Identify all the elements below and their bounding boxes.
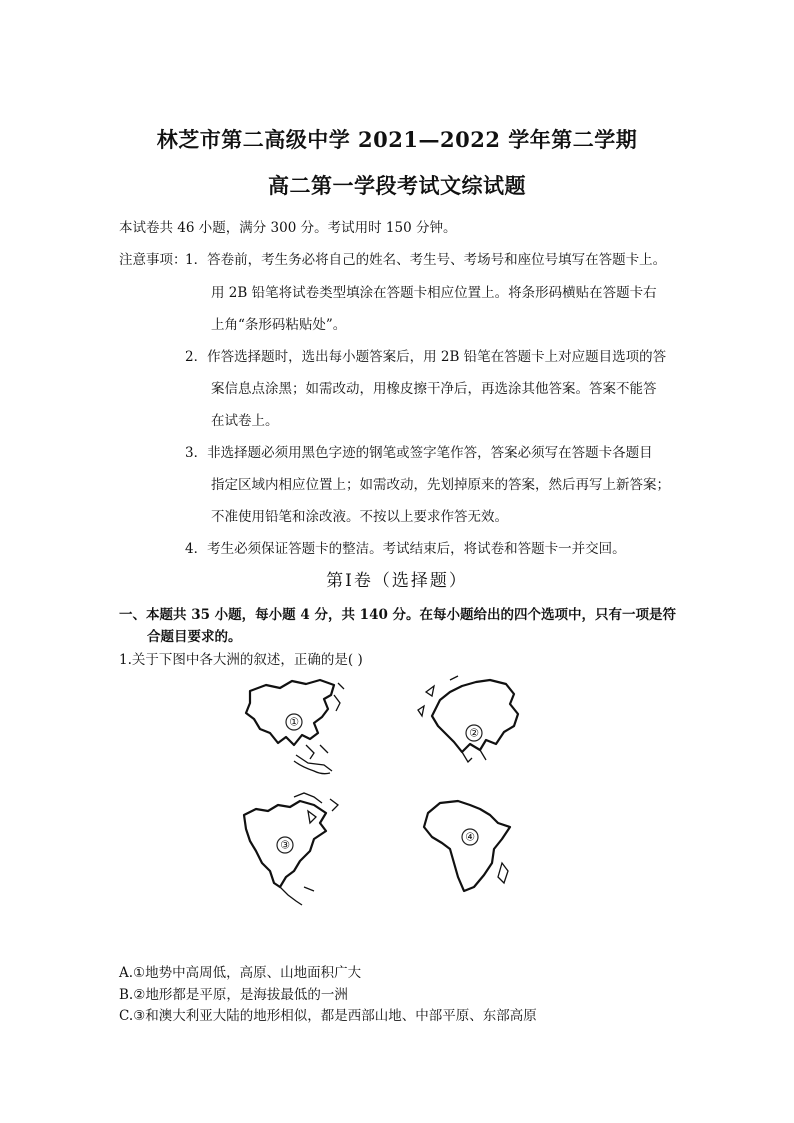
map-label-1: ① (289, 715, 299, 729)
note-3-line-3: 不准使用铅笔和涂改液。不按以上要求作答无效。 (211, 509, 508, 525)
map-label-2: ② (469, 726, 479, 740)
note-2-line-3: 在试卷上。 (211, 413, 279, 429)
exam-intro: 本试卷共 46 小题，满分 300 分。考试用时 150 分钟。 (119, 220, 457, 236)
map-asia (236, 673, 348, 781)
option-b: B.②地形都是平原，是海拔最低的一洲 (119, 987, 348, 1003)
note-1-line-3: 上角“条形码粘贴处”。 (211, 317, 347, 333)
map-label-4: ④ (465, 830, 475, 844)
option-a: A.①地势中高周低，高原、山地面积广大 (119, 965, 362, 981)
note-2-line-2: 案信息点涂黑；如需改动，用橡皮擦干净后，再选涂其他答案。答案不能答 (211, 381, 657, 397)
notes-label: 注意事项： (119, 252, 187, 268)
note-1-line-2: 用 2B 铅笔将试卷类型填涂在答题卡相应位置上。将条形码横贴在答题卡右 (211, 285, 657, 301)
note-1-line-1: 1．答卷前，考生务必将自己的姓名、考生号、考场号和座位号填写在答题卡上。 (185, 252, 667, 268)
note-2-line-1: 2．作答选择题时，选出每小题答案后，用 2B 铅笔在答题卡上对应题目选项的答 (185, 349, 667, 365)
question-1-stem: 1.关于下图中各大洲的叙述，正确的是( ) (119, 652, 363, 668)
map-label-3: ③ (280, 838, 290, 852)
note-4-line-1: 4．考生必须保证答题卡的整洁。考试结束后，将试卷和答题卡一并交回。 (185, 541, 626, 557)
part1-instructions-line-2: 合题目要求的。 (147, 629, 242, 645)
note-3-line-1: 3．非选择题必须用黑色字迹的钢笔或签字笔作答，答案必须写在答题卡各题目 (185, 445, 653, 461)
map-africa (414, 793, 526, 901)
note-3-line-2: 指定区域内相应位置上；如需改动，先划掉原来的答案，然后再写上新答案； (211, 477, 670, 493)
part1-instructions-line-1: 一、本题共 35 小题，每小题 4 分，共 140 分。在每小题给出的四个选项中，只有一项是符 (119, 607, 677, 623)
option-c: C.③和澳大利亚大陆的地形相似，都是西部山地、中部平原、东部高原 (119, 1008, 537, 1024)
exam-title-line1: 林芝市第二高级中学 2021—2022 学年第二学期 (156, 127, 638, 152)
section-title: 第Ⅰ卷（选择题） (326, 571, 468, 591)
map-north-america (234, 791, 344, 909)
exam-title-line2: 高二第一学段考试文综试题 (268, 173, 526, 198)
map-europe (410, 670, 532, 770)
